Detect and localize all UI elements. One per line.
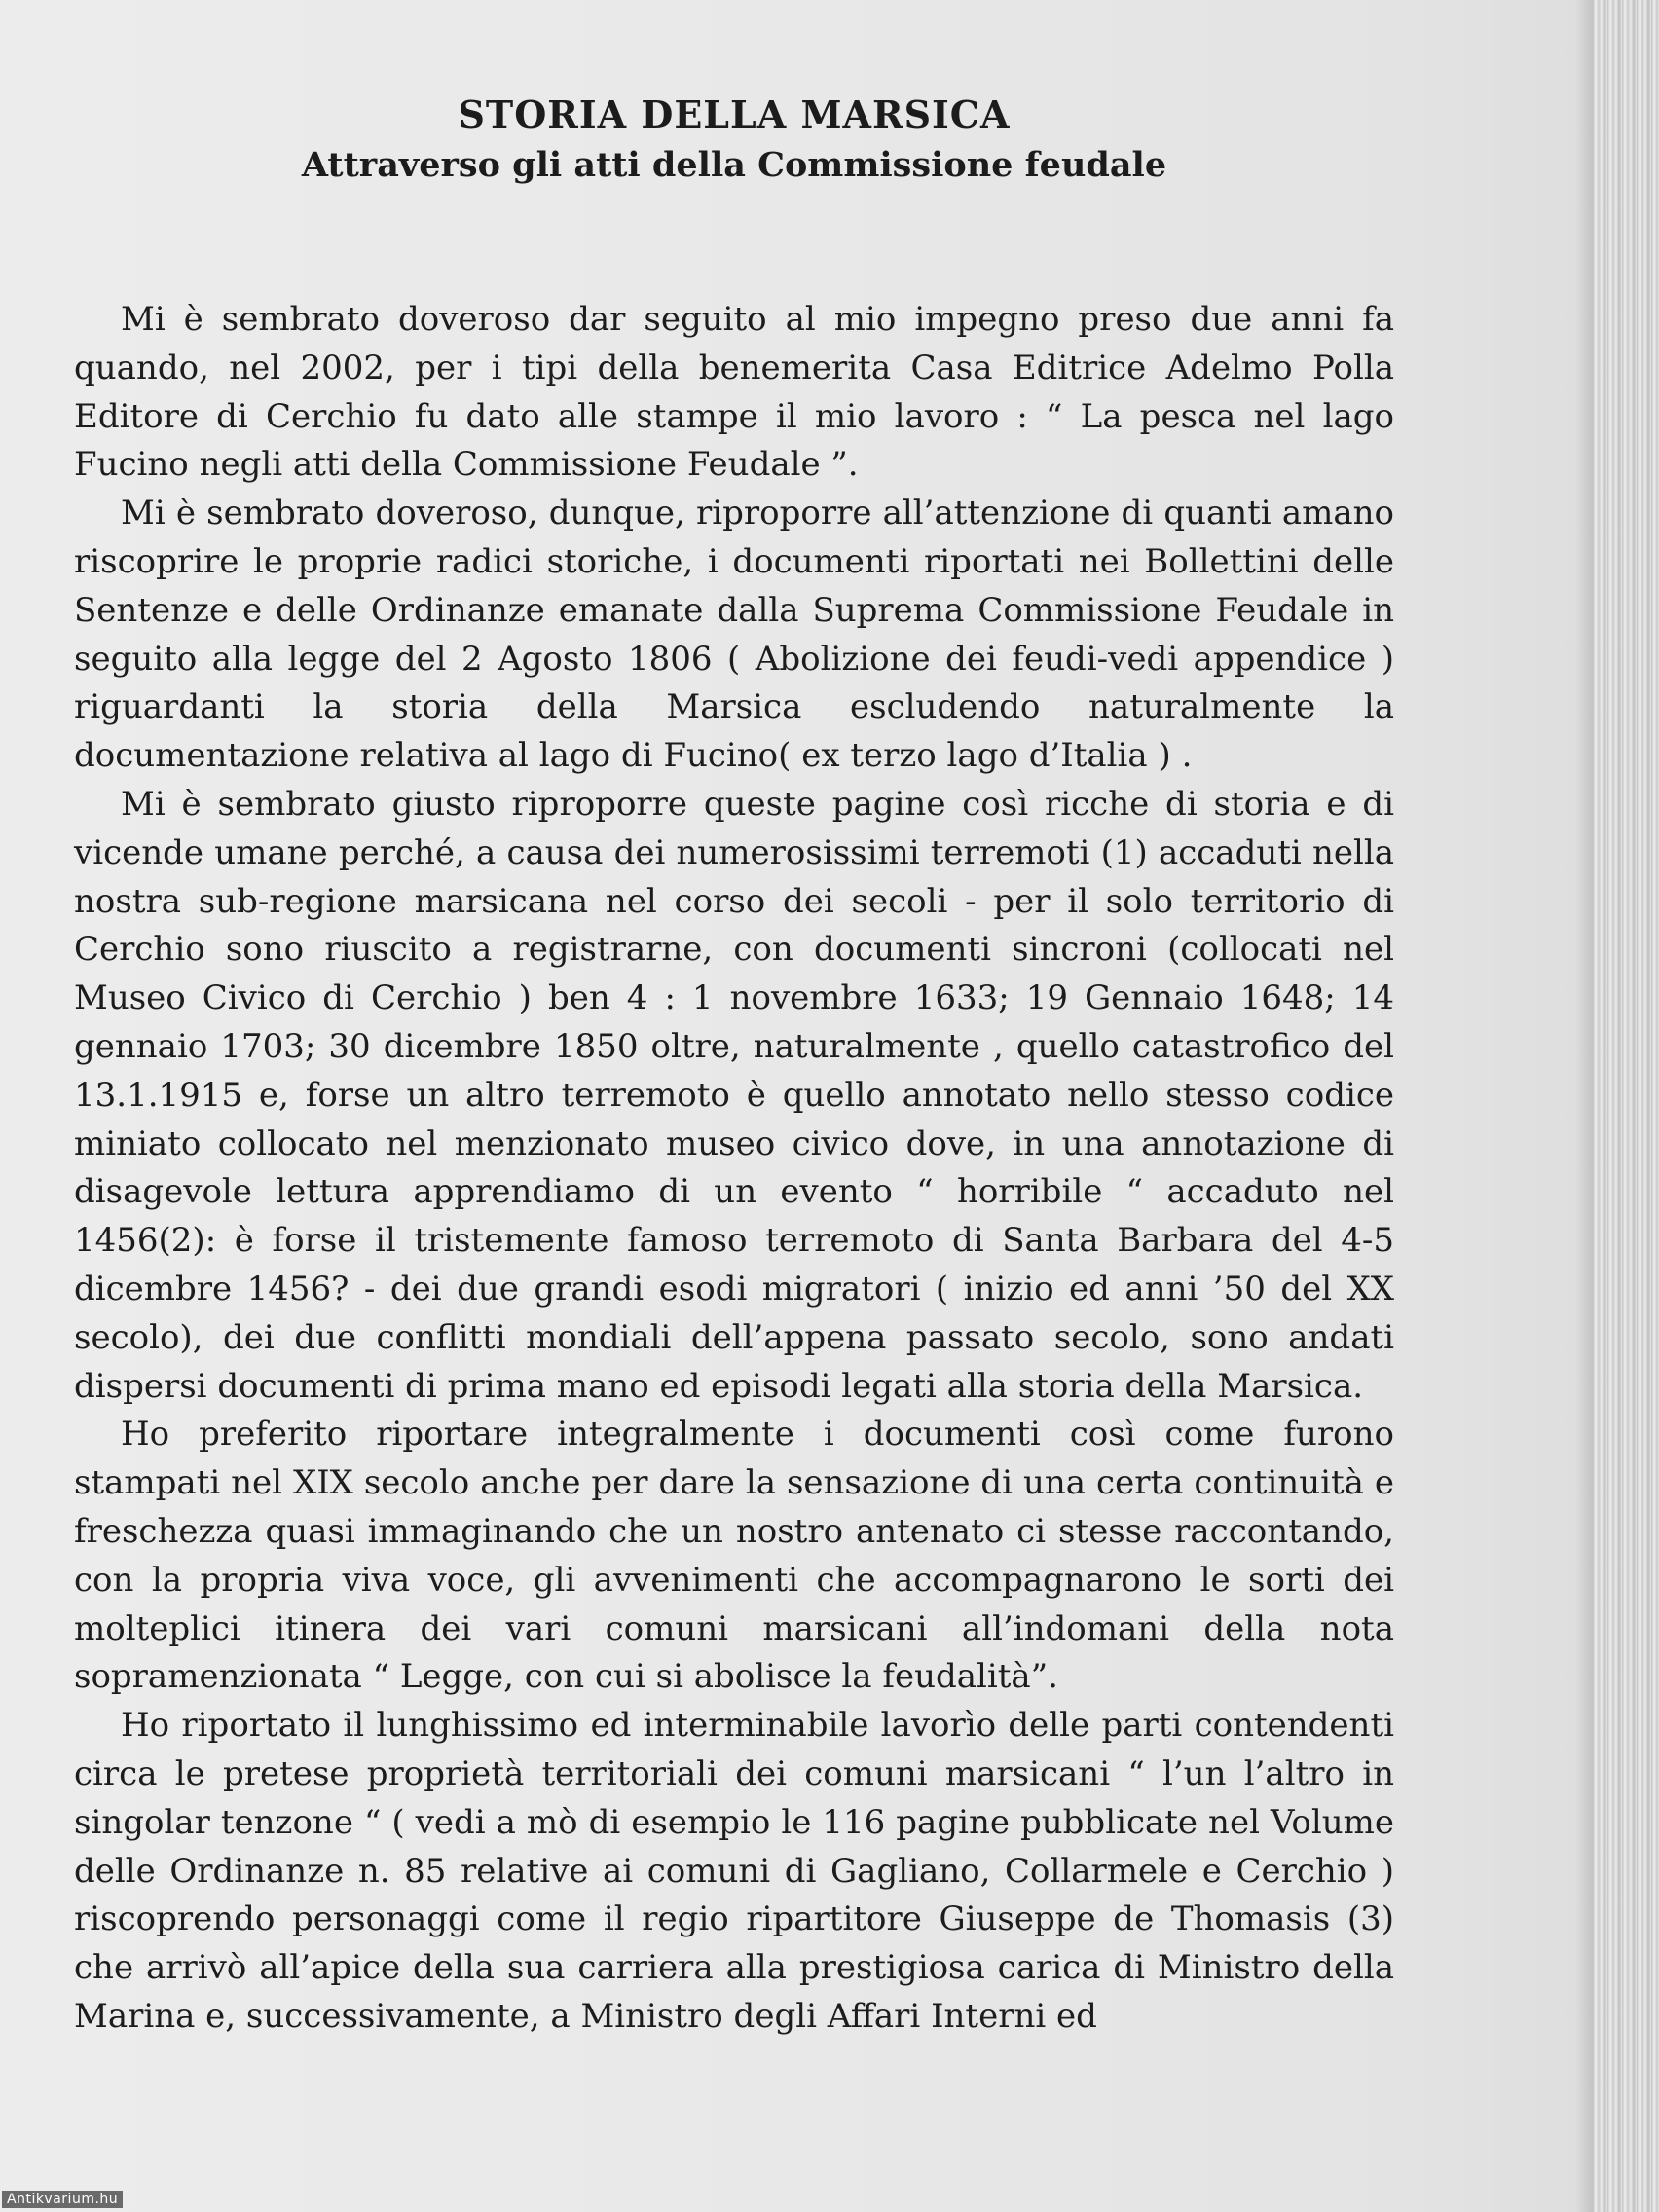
paragraph-3: Mi è sembrato giusto riproporre queste pagine così ricche di storia e di vicende umane perché, a causa dei numerosissimi terremoti (1) accaduti nella nostra sub-regione marsicana nel corso dei secoli - per il solo territorio di Cerchio sono riuscito a registrarne, con documenti sincroni (collocati nel Museo Civico di Cerchio ) ben 4 : 1 novembre 1633; 19 Gennaio 1648; 14 gennaio 1703; 30 dicembre 1850 oltre, naturalmente , quello catastrofico del 13.1.1915 e, forse un altro terremoto è quello annotato nello stesso codice miniato collocato nel menzionato museo civico dove, in una annotazione di disagevole lettura apprendiamo di un evento “ horribile “ accaduto nel 1456(2): è forse il tristemente famoso terremoto di Santa Barbara del 4-5 dicembre 1456? - dei due grandi esodi migratori ( inizio ed anni ’50 del XX secolo), dei due conflitti mondiali dell’appena passato secolo, sono andati dispersi documenti di prima mano ed episodi legati alla storia della Marsica.	[74, 784, 1394, 1406]
paragraph-1: Mi è sembrato doveroso dar seguito al mio impegno preso due anni fa quando, nel 2002, per i tipi della benemerita Casa Editrice Adelmo Polla Editore di Cerchio fu dato alle stampe il mio lavoro : “ La pesca nel lago Fucino negli atti della Commissione Feudale ”.	[74, 300, 1394, 485]
document-subtitle: Attraverso gli atti della Commissione feudale	[301, 145, 1167, 185]
document-body	[74, 296, 1394, 2042]
watermark: Antikvarium.hu	[2, 2191, 123, 2208]
paragraph-4: Ho preferito riportare integralmente i documenti così come furono stampati nel XIX secolo anche per dare la sensazione di una certa continuità e freschezza quasi immaginando che un nostro antenato ci stesse raccontando, con la propria viva voce, gli avvenimenti che accompagnarono le sorti dei molteplici itinera dei vari comuni marsicani all’indomani della nota sopramenzionata “ Legge, con cui si abolisce la feudalità”.	[74, 1415, 1394, 1697]
paragraph-5: Ho riportato il lunghissimo ed interminabile lavorìo delle parti contendenti circa le pretese proprietà territoriali dei comuni marsicani “ l’un l’altro in singolar tenzone “ ( vedi a mò di esempio le 116 pagine pubblicate nel Volume delle Ordinanze n. 85 relative ai comuni di Gagliano, Collarmele e Cerchio ) riscoprendo personaggi come il regio ripartitore Giuseppe de Thomasis (3) che arrivò all’apice della sua carriera alla prestigiosa carica di Ministro della Marina e, successivamente, a Ministro degli Affari Interni ed	[74, 1706, 1394, 2036]
paragraph-2: Mi è sembrato doveroso, dunque, riproporre all’attenzione di quanti amano riscoprire le proprie radici storiche, i documenti riportati nei Bollettini delle Sentenze e delle Ordinanze emanate dalla Suprema Commissione Feudale in seguito alla legge del 2 Agosto 1806 ( Abolizione dei feudi-vedi appendice ) riguardanti la storia della Marsica escludendo naturalmente la documentazione relativa al lago di Fucino( ex terzo lago d’Italia ) .	[74, 494, 1394, 776]
document-title: STORIA DELLA MARSICA	[458, 92, 1011, 136]
book-page-edges	[1593, 0, 1659, 2212]
page-gutter-shadow	[1575, 0, 1593, 2212]
document-page	[74, 90, 1394, 2042]
